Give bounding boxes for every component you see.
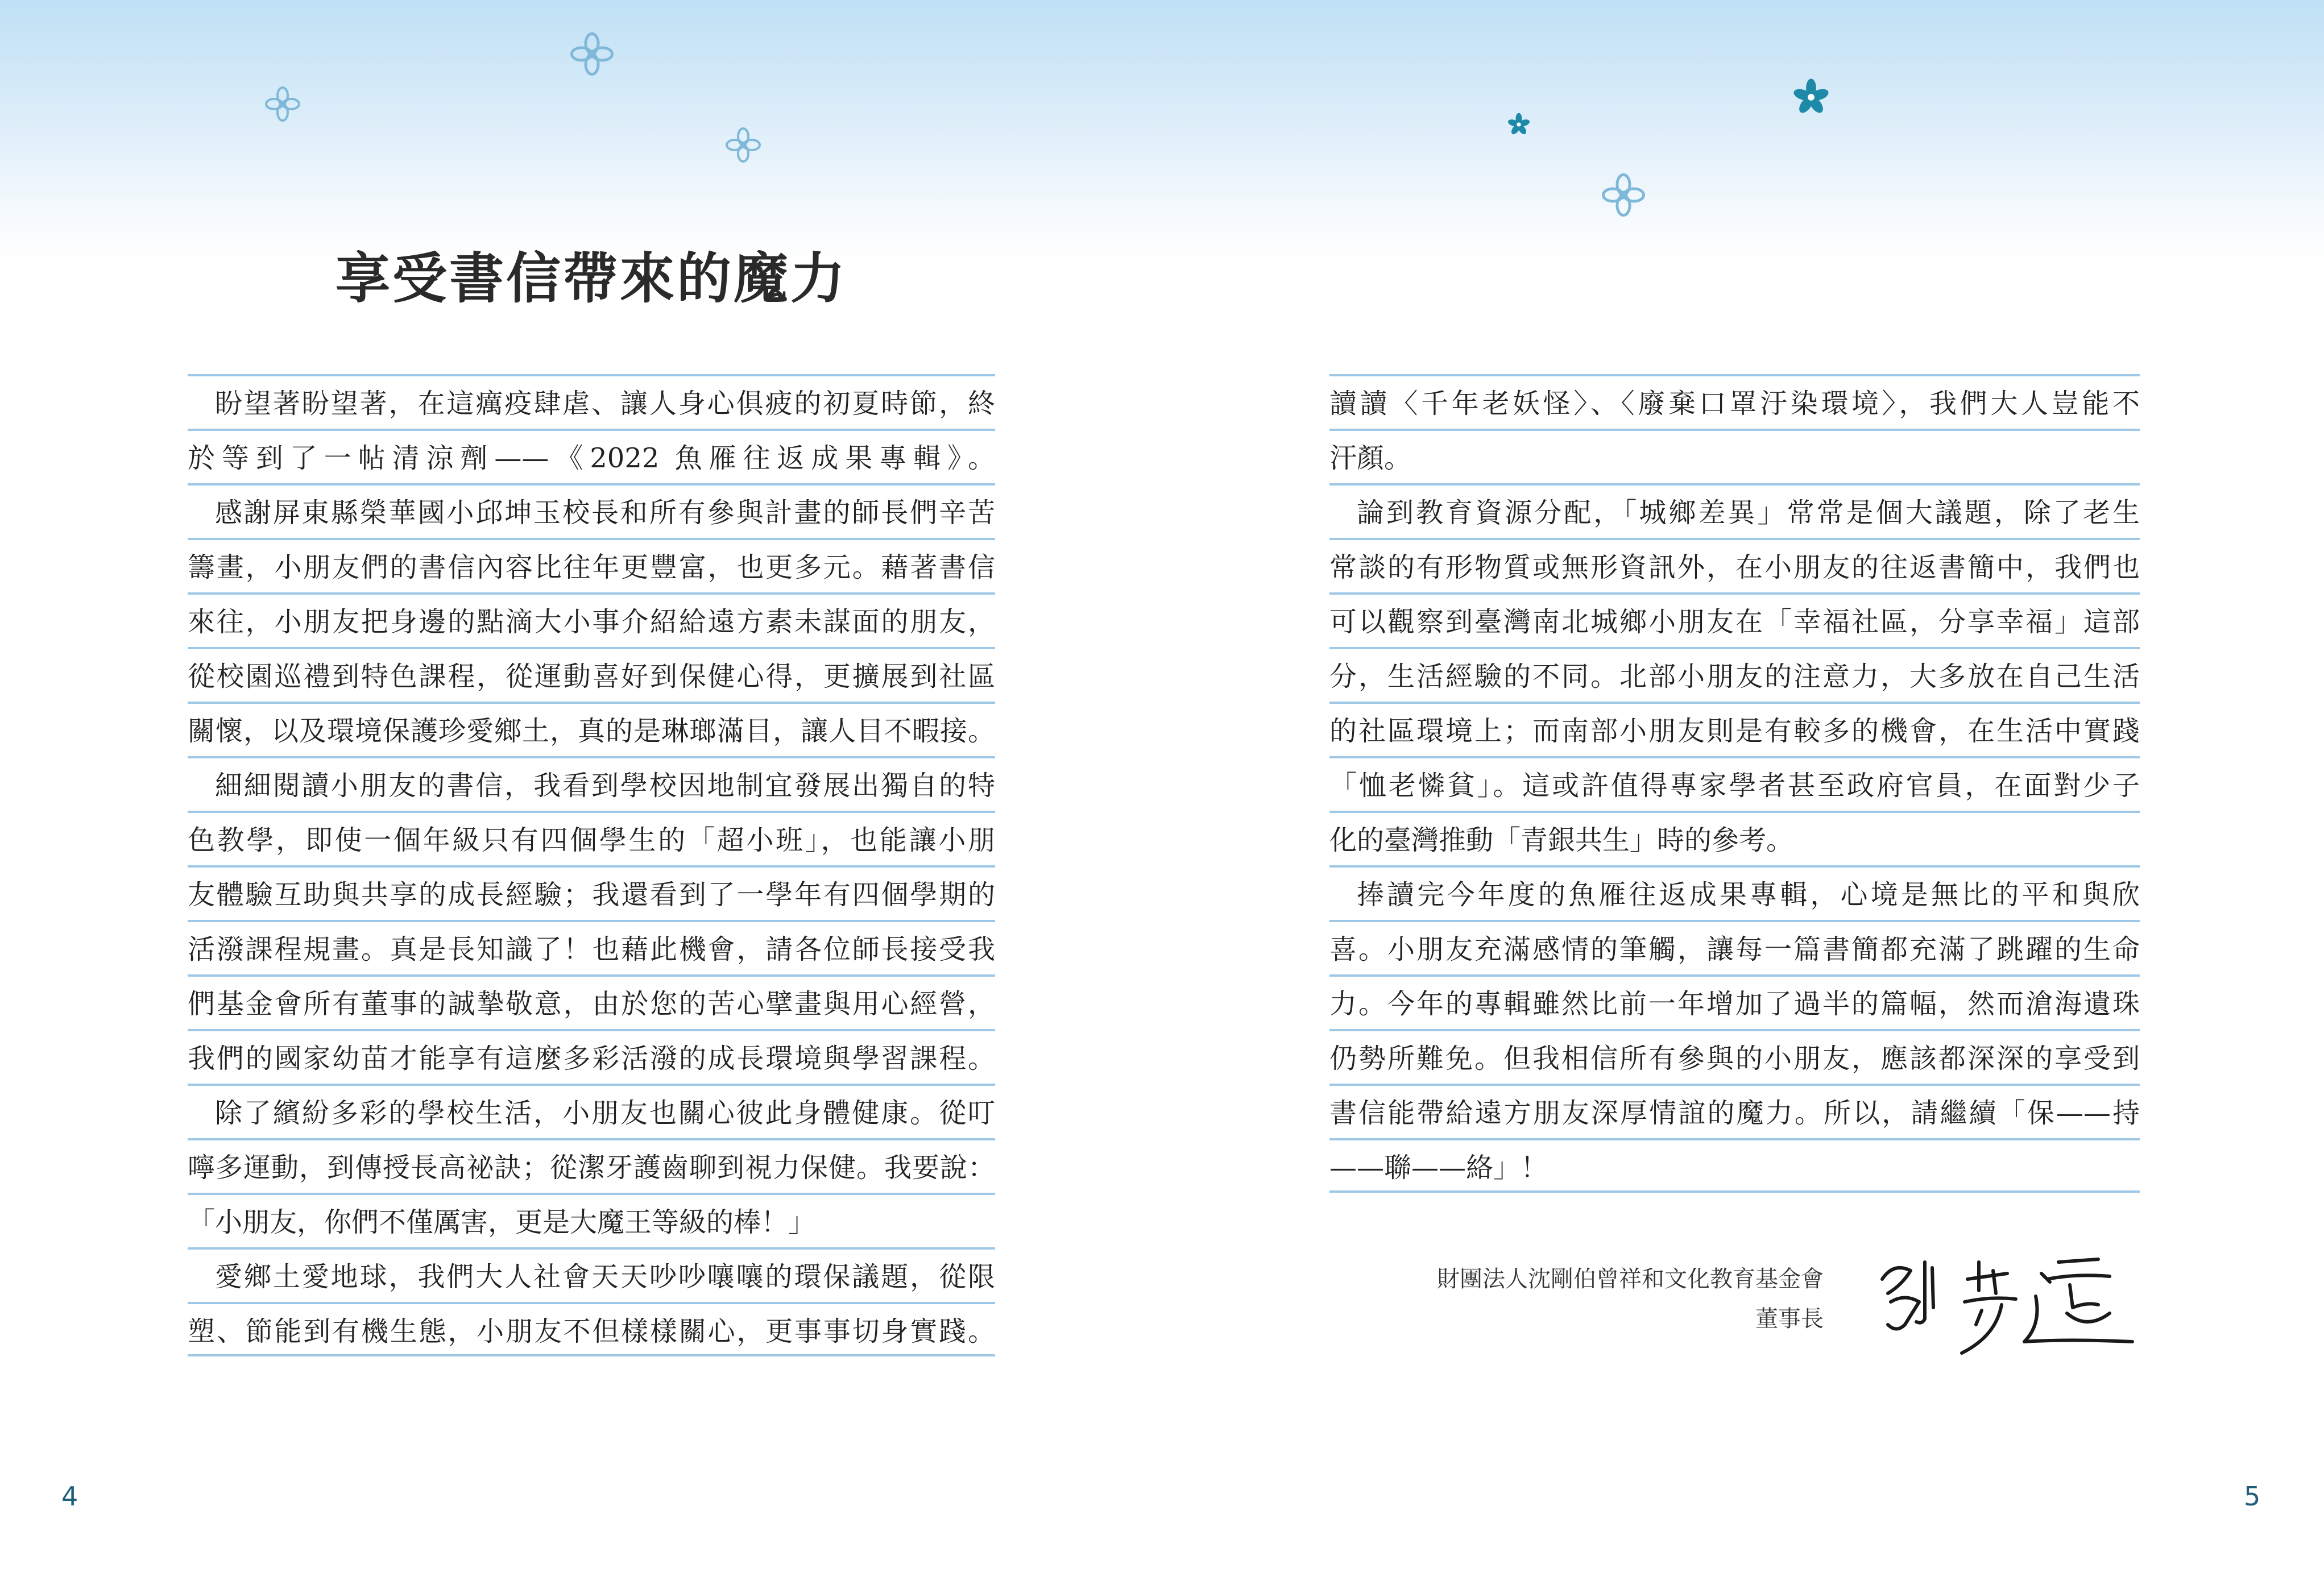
flower-solid-icon [1790, 76, 1832, 118]
handwritten-signature [1871, 1239, 2138, 1359]
text-line [1329, 1138, 2140, 1193]
text-line-content: 除了繽紛多彩的學校生活，小朋友也關心彼此身體健康。從叮 [215, 1097, 995, 1129]
left-text-column [188, 374, 995, 1356]
text-line-content: 仍勢所難免。但我相信所有參與的小朋友，應該都深深的享受到 [1329, 1043, 2140, 1074]
text-line [188, 1247, 995, 1302]
signoff-role: 董事長 [1755, 1306, 1824, 1332]
text-line-content: 來往，小朋友把身邊的點滴大小事介紹給遠方素未謀面的朋友， [188, 606, 995, 638]
text-line-content: 力。今年的專輯雖然比前一年增加了過半的篇幅，然而滄海遺珠 [1329, 988, 2140, 1020]
flower-outline-icon [263, 84, 303, 124]
text-line-content: 我們的國家幼苗才能享有這麼多彩活潑的成長環境與學習課程。 [188, 1043, 995, 1074]
text-line-content: 於等到了一帖清涼劑——《2022 魚雁往返成果專輯》。 [188, 442, 995, 474]
text-line [188, 1302, 995, 1356]
text-line-content: 活潑課程規畫。真是長知識了！也藉此機會，請各位師長接受我 [188, 933, 995, 965]
text-line-content: 「小朋友，你們不僅厲害，更是大魔王等級的棒！」 [188, 1206, 816, 1238]
text-line [1329, 811, 2140, 865]
text-line [188, 811, 995, 865]
text-line-content: 常談的有形物質或無形資訊外，在小朋友的往返書簡中，我們也 [1329, 551, 2140, 583]
text-line-content: 友體驗互助與共享的成長經驗；我還看到了一學年有四個學期的 [188, 879, 995, 911]
text-line-content: 讀讀〈千年老妖怪〉、〈廢棄口罩汙染環境〉，我們大人豈能不 [1329, 388, 2140, 420]
page-number-right: 5 [2244, 1481, 2261, 1512]
text-line [1329, 1029, 2140, 1084]
text-line [1329, 647, 2140, 702]
text-line-content: 喜。小朋友充滿感情的筆觸，讓每一篇書簡都充滿了跳躍的生命 [1329, 933, 2140, 965]
text-line [188, 1138, 995, 1193]
text-line [1329, 374, 2140, 429]
text-line-content: 們基金會所有董事的誠摯敬意，由於您的苦心擘畫與用心經營， [188, 988, 995, 1020]
text-line-content: 盼望著盼望著，在這癘疫肆虐、讓人身心俱疲的初夏時節，終 [215, 388, 995, 420]
text-line-content: 塑、節能到有機生態，小朋友不但樣樣關心，更事事切身實踐。 [188, 1316, 995, 1347]
text-line-content: 籌畫，小朋友們的書信內容比往年更豐富，也更多元。藉著書信 [188, 551, 995, 583]
flower-solid-icon [1506, 111, 1532, 138]
text-line [188, 865, 995, 920]
text-line-content: 「恤老憐貧」。這或許值得專家學者甚至政府官員，在面對少子 [1329, 770, 2140, 802]
text-line [1329, 865, 2140, 920]
text-line-content: 論到教育資源分配，「城鄉差異」常常是個大議題，除了老生 [1357, 497, 2140, 529]
text-line [188, 1029, 995, 1084]
page-title: 享受書信帶來的魔力 [335, 246, 847, 310]
text-line [188, 756, 995, 811]
text-line [1329, 920, 2140, 974]
text-line [1329, 483, 2140, 538]
text-line [188, 702, 995, 756]
text-line-content: 的社區環境上；而南部小朋友則是有較多的機會，在生活中實踐 [1329, 715, 2140, 747]
text-line-content: 感謝屏東縣榮華國小邱坤玉校長和所有參與計畫的師長們辛苦 [215, 497, 995, 529]
page-number-left: 4 [61, 1481, 78, 1512]
text-line-content: 書信能帶給遠方朋友深厚情誼的魔力。所以，請繼續「保——持 [1329, 1097, 2140, 1129]
text-line [1329, 1084, 2140, 1138]
text-line [188, 1084, 995, 1138]
text-line-content: 分，生活經驗的不同。北部小朋友的注意力，大多放在自己生活 [1329, 661, 2140, 692]
right-text-column [1329, 374, 2140, 1193]
text-line [1329, 429, 2140, 483]
sky-gradient-header [0, 0, 2324, 262]
text-line-content: 化的臺灣推動「青銀共生」時的參考。 [1329, 824, 1794, 856]
text-line [1329, 592, 2140, 647]
flower-outline-icon [1599, 171, 1648, 219]
text-line-content: 關懷，以及環境保護珍愛鄉土，真的是琳瑯滿目，讓人目不暇接。 [188, 715, 995, 747]
text-line [188, 647, 995, 702]
flower-outline-icon [723, 125, 763, 165]
text-line [1329, 538, 2140, 592]
text-line [188, 1193, 995, 1247]
text-line-content: 細細閱讀小朋友的書信，我看到學校因地制宜發展出獨自的特 [215, 770, 995, 802]
text-line-content: 可以觀察到臺灣南北城鄉小朋友在「幸福社區，分享幸福」這部 [1329, 606, 2140, 638]
text-line-content: 汗顏。 [1329, 442, 1412, 474]
text-line [188, 592, 995, 647]
text-line [188, 429, 995, 483]
signoff-organization: 財團法人沈剛伯曾祥和文化教育基金會 [1437, 1266, 1824, 1292]
text-line-content: 色教學，即使一個年級只有四個學生的「超小班」，也能讓小朋 [188, 824, 995, 856]
flower-outline-icon [567, 30, 616, 78]
text-line [188, 538, 995, 592]
text-line [188, 483, 995, 538]
text-line-content: 嚀多運動，到傳授長高祕訣；從潔牙護齒聊到視力保健。我要說： [188, 1152, 995, 1184]
text-line [1329, 756, 2140, 811]
text-line-content: 愛鄉土愛地球，我們大人社會天天吵吵嚷嚷的環保議題，從限 [215, 1261, 995, 1293]
text-line [1329, 974, 2140, 1029]
text-line [188, 974, 995, 1029]
text-line-content: ——聯——絡」！ [1329, 1152, 1548, 1184]
text-line-content: 捧讀完今年度的魚雁往返成果專輯，心境是無比的平和與欣 [1357, 879, 2140, 911]
text-line [188, 920, 995, 974]
text-line [1329, 702, 2140, 756]
signoff-block [1437, 1259, 1824, 1339]
text-line [188, 374, 995, 429]
text-line-content: 從校園巡禮到特色課程，從運動喜好到保健心得，更擴展到社區 [188, 661, 995, 692]
